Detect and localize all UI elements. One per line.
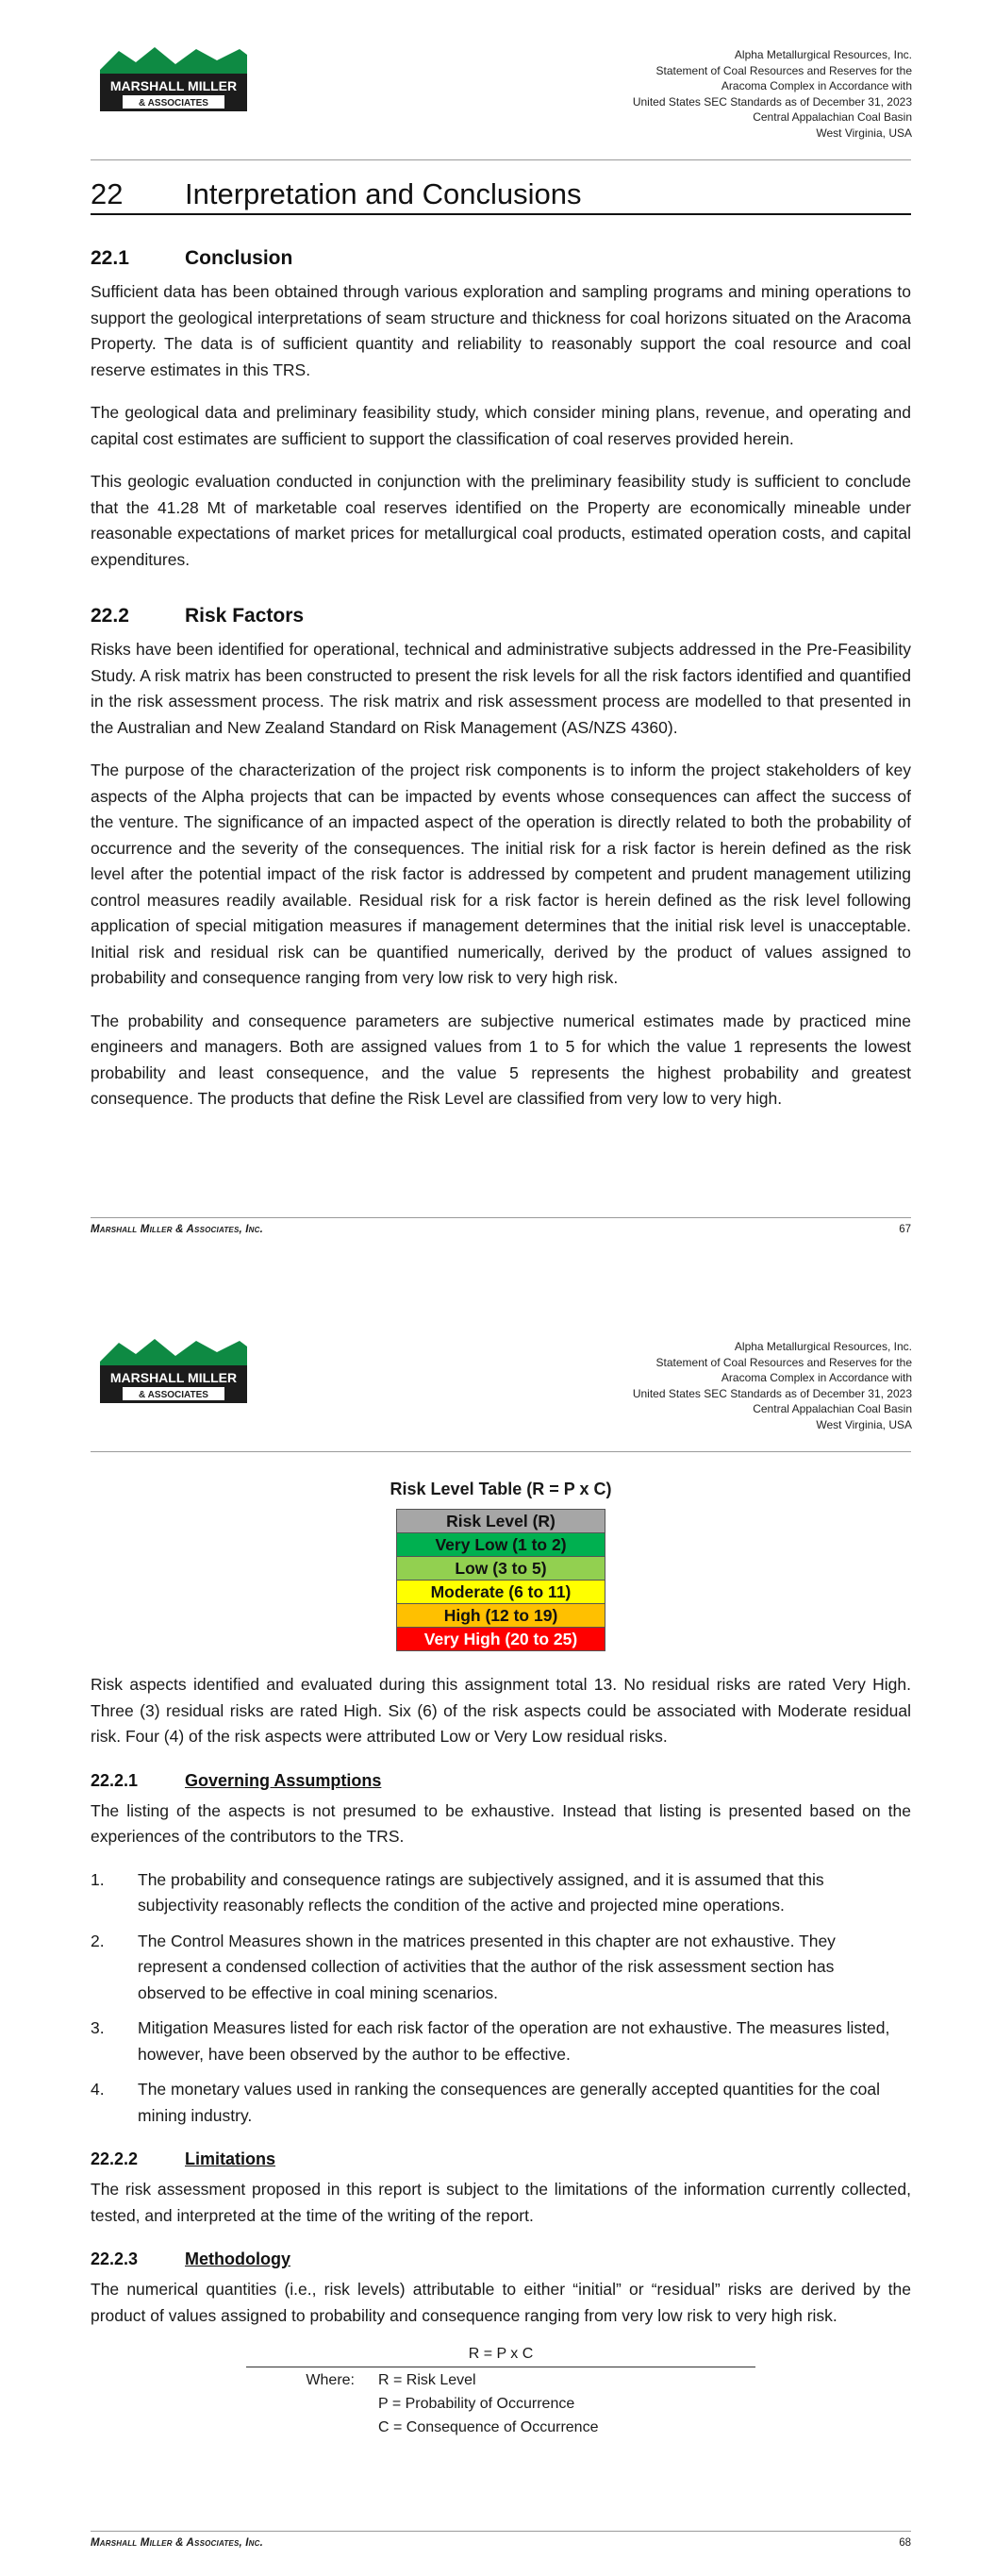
- formula-definition: P = Probability of Occurrence: [378, 2396, 575, 2412]
- header-line: Statement of Coal Resources and Reserves for the: [655, 63, 912, 77]
- paragraph: Sufficient data has been obtained through various exploration and sampling programs and mining operations to support the geological interpretations of seam structure and thickness for coal horizons situated on the Aracoma Property. The data is of sufficient quantity and reliability to reasonably support the coal resource and coal reserve estimates in this TRS.: [91, 282, 911, 379]
- paragraph: The geological data and preliminary feasibility study, which consider mining plans, revenue, and operating and capital cost estimates are sufficient to support the classification of coal reserves provided herein.: [91, 403, 911, 448]
- subsection-heading-limitations: [91, 2149, 911, 2169]
- subsection-number: 22.2.3: [91, 2250, 139, 2268]
- marshall-miller-logo: [98, 1337, 249, 1405]
- header-address: [633, 47, 912, 141]
- section-number: 22.1: [91, 247, 129, 269]
- subsection-title: Methodology: [185, 2250, 290, 2268]
- page-number: 67: [899, 1224, 911, 1235]
- header-line: Alpha Metallurgical Resources, Inc.: [734, 48, 912, 61]
- header-line: Aracoma Complex in Accordance with: [721, 79, 912, 92]
- section-number: 22.2: [91, 605, 129, 627]
- paragraph: The probability and consequence parameters are subjective numerical estimates made by practiced mine engineers and managers. Both are assigned values from 1 to 5 for which the value 1 represents the lowest probability and least consequence, and the value 5 represents the highest probability and greatest consequence. The products that define the Risk Level are classified from very low to very high.: [91, 1011, 911, 1108]
- risk-level-header: Risk Level (R): [397, 1510, 605, 1533]
- subsection-heading-assumptions: [91, 1771, 911, 1791]
- list-item: [91, 1867, 911, 1919]
- risk-level-very-low: Very Low (1 to 2): [397, 1533, 605, 1557]
- header-line: West Virginia, USA: [816, 125, 912, 140]
- section-heading-conclusion: [91, 247, 911, 270]
- subsection-number: 22.2.2: [91, 2149, 139, 2168]
- formula-where-row: [246, 2367, 755, 2391]
- subsection-heading-methodology: [91, 2250, 911, 2269]
- formula-equation: R = P x C: [246, 2346, 755, 2367]
- header-divider: [91, 1451, 911, 1452]
- section-title: Risk Factors: [185, 605, 305, 627]
- header-line: Statement of Coal Resources and Reserves for the: [655, 1355, 912, 1369]
- risk-level-table: [396, 1509, 605, 1651]
- paragraph: The listing of the aspects is not presumed to be exhaustive. Instead that listing is presented based on the experiences of the contributors to the TRS.: [91, 1800, 911, 1846]
- page-body: [91, 166, 911, 1129]
- chapter-title: Interpretation and Conclusions: [185, 177, 582, 210]
- formula-definition: R = Risk Level: [378, 2372, 476, 2388]
- page-footer: [91, 2531, 911, 2549]
- chapter-heading: [91, 177, 911, 215]
- section-title: Conclusion: [185, 247, 293, 269]
- page-footer: [91, 1217, 911, 1235]
- header-line: United States SEC Standards as of December 31, 2023: [632, 94, 912, 109]
- formula-where-label: Where:: [306, 2372, 355, 2388]
- subsection-number: 22.2.1: [91, 1770, 139, 1790]
- logo-main-text: MARSHALL MILLER: [109, 78, 238, 93]
- list-number: 1.: [91, 1869, 105, 1889]
- header-address: [633, 1339, 912, 1432]
- paragraph: The risk assessment proposed in this report is subject to the limitations of the information currently collected, tested, and interpreted at the time of the writing of the report.: [91, 2180, 911, 2225]
- footer-company: Marshall Miller & Associates, Inc.: [91, 2537, 264, 2549]
- page-header: [0, 1337, 995, 1455]
- formula-where-row: [246, 2391, 755, 2415]
- paragraph: The numerical quantities (i.e., risk levels) attributable to either “initial” or “residual” risks are derived by the product of values assigned to probability and consequence ranging from very low risk to very high risk.: [91, 2280, 911, 2325]
- formula-definition: C = Consequence of Occurrence: [378, 2419, 599, 2435]
- paragraph: This geologic evaluation conducted in conjunction with the preliminary feasibility study is sufficient to conclude that the 41.28 Mt of marketable coal reserves identified on the Property are economically mineable under reasonable expectations of market prices for metallurgical coal products, estimated operation costs, and capital expenditures.: [91, 472, 911, 569]
- list-number: 3.: [91, 2018, 105, 2037]
- assumptions-list: [91, 1867, 911, 2130]
- header-divider: [91, 159, 911, 160]
- header-line: West Virginia, USA: [816, 1417, 912, 1431]
- logo-sub-text: & ASSOCIATES: [139, 1390, 208, 1400]
- list-text: Mitigation Measures listed for each risk factor of the operation are not exhaustive. The measures listed, however, have been observed by the author to be effective.: [138, 2018, 890, 2064]
- logo-main-text: MARSHALL MILLER: [109, 1370, 238, 1385]
- paragraph: The purpose of the characterization of the project risk components is to inform the project stakeholders of key aspects of the Alpha projects that can be impacted by events whose consequences can affect the success of the venture. The significance of an impacted aspect of the operation is directly related to both the probability of occurrence and the severity of the consequences. The initial risk for a risk factor is herein defined as the risk level after the potential impact of the risk factor is addressed by competent and prudent management utilizing control measures readily available. Residual risk for a risk factor is herein defined as the risk level following application of special mitigation measures if management determines that the initial risk level is unacceptable. Initial risk and residual risk can be quantified numerically, derived by the product of values assigned to probability and consequence ranging from very low risk to very high risk.: [91, 761, 911, 987]
- list-number: 4.: [91, 2080, 105, 2099]
- paragraph: Risks have been identified for operational, technical and administrative subjects addressed in the Pre-Feasibility Study. A risk matrix has been constructed to present the risk levels for all the risk factors identified and quantified in the risk assessment process. The risk matrix and risk assessment process are modelled to that presented in the Australian and New Zealand Standard on Risk Management (AS/NZS 4360).: [91, 640, 911, 737]
- risk-level-high: High (12 to 19): [397, 1604, 605, 1628]
- risk-table-title: Risk Level Table (R = P x C): [390, 1480, 612, 1498]
- footer-company: Marshall Miller & Associates, Inc.: [91, 1224, 264, 1235]
- formula-where-row: [246, 2415, 755, 2438]
- subsection-title: Limitations: [185, 2149, 276, 2168]
- list-item: [91, 1929, 911, 2007]
- risk-formula: [246, 2346, 755, 2438]
- risk-level-moderate: Moderate (6 to 11): [397, 1581, 605, 1604]
- risk-level-very-high: Very High (20 to 25): [397, 1628, 605, 1651]
- page-header: [0, 45, 995, 163]
- subsection-title: Governing Assumptions: [185, 1770, 382, 1790]
- list-number: 2.: [91, 1931, 105, 1950]
- header-line: United States SEC Standards as of December 31, 2023: [632, 1386, 912, 1400]
- paragraph: Risk aspects identified and evaluated during this assignment total 13. No residual risks are rated Very High. Three (3) residual risks are rated High. Six (6) of the risk aspects could be associated with Moderate residual risk. Four (4) of the risk aspects were attributed Low or Very Low residual risks.: [91, 1675, 911, 1746]
- list-item: [91, 2077, 911, 2129]
- page-number: 68: [899, 2537, 911, 2549]
- list-text: The probability and consequence ratings are subjectively assigned, and it is assumed that this subjectivity reasonably reflects the condition of the active and projected mine operations.: [138, 1869, 824, 1915]
- marshall-miller-logo: [98, 45, 249, 113]
- page-68: [0, 1293, 995, 2576]
- list-item: [91, 2016, 911, 2067]
- chapter-number: 22: [91, 177, 124, 210]
- list-text: The monetary values used in ranking the consequences are generally accepted quantities for the coal mining industry.: [138, 2080, 881, 2125]
- list-text: The Control Measures shown in the matrices presented in this chapter are not exhaustive. They represent a condensed collection of activities that the author of the risk assessment section has observed to be effective in coal mining scenarios.: [138, 1931, 836, 2002]
- header-line: Central Appalachian Coal Basin: [753, 110, 912, 124]
- page-body: [91, 1459, 911, 2438]
- header-line: Aracoma Complex in Accordance with: [721, 1371, 912, 1384]
- header-line: Alpha Metallurgical Resources, Inc.: [734, 1340, 912, 1353]
- section-heading-risk-factors: [91, 605, 911, 627]
- risk-level-low: Low (3 to 5): [397, 1557, 605, 1581]
- header-line: Central Appalachian Coal Basin: [753, 1402, 912, 1415]
- logo-sub-text: & ASSOCIATES: [139, 98, 208, 109]
